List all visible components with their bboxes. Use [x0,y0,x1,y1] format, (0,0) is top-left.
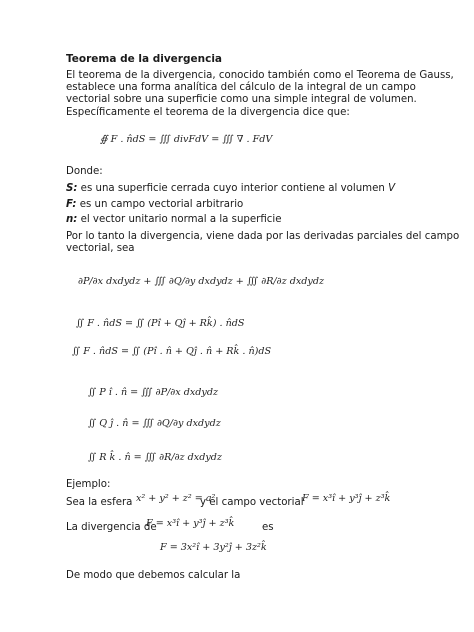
equation-r-component: ∬ R k̂ . n̂ = ∭ ∂R/∂z dxdydz [88,452,222,463]
campo-label: y el campo vectorial [200,497,304,508]
equation-p-component: ∬ P î . n̂ = ∭ ∂P/∂x dxdydz [88,387,219,398]
por-lo-tanto-line: Por lo tanto la divergencia, viene dada por las derivadas parciales del campo [66,231,460,242]
intro-line: El teorema de la divergencia, conocido también como el Teorema de Gauss, [66,70,454,81]
intro-paragraph [66,70,454,119]
intro-line: vectorial sobre una superficie como una simple integral de volumen. [66,94,417,106]
definition-symbol: F: [66,199,77,210]
definition-symbol: n: [66,214,78,225]
equation-main: ∯ F . n̂dS = ∭ divFdV = ∭ ∇ . FdV [100,134,273,145]
divergence-result: F = 3x²î + 3y²ĵ + 3z²k̂ [160,542,267,553]
sphere-equation: x² + y² + z² = a² [136,493,216,504]
conclusion-line: De modo que debemos calcular la [66,570,241,581]
definition-var: V [388,183,396,194]
ejemplo-label: Ejemplo: [66,479,111,490]
definition-text: es una superficie cerrada cuyo interior contiene al volumen [80,183,385,194]
field-equation: F = x³î + y³ĵ + z³k̂ [302,493,391,504]
definition-n [66,214,281,226]
sea-esfera-label: Sea la esfera [66,497,133,508]
divergencia-label: La divergencia de [66,522,157,533]
equation-flux-1: ∬ F . n̂dS = ∬ (Pî + Qĵ + Rk̂) . n̂dS [76,318,245,329]
intro-line: Específicamente el teorema de la divergencia dice que: [66,106,350,118]
equation-flux-2: ∬ F . n̂dS = ∬ (Pî . n̂ + Qĵ . n̂ + Rk̂ . n̂)dS [72,346,272,357]
equation-q-component: ∬ Q ĵ . n̂ = ∭ ∂Q/∂y dxdydz [88,418,221,429]
por-lo-tanto-line: vectorial, sea [66,243,135,254]
definition-text: el vector unitario normal a la superficie [80,214,282,225]
equation-sum: ∂P/∂x dxdydz + ∭ ∂Q/∂y dxdydz + ∭ ∂R/∂z dxdydz [78,276,325,287]
definition-text: es un campo vectorial arbitrario [79,199,244,210]
divergence-field: F = x³î + y³ĵ + z³k̂ [146,518,235,529]
donde-label: Donde: [66,166,103,177]
definition-s [66,183,395,195]
definition-symbol: S: [66,183,78,194]
definition-f [66,199,243,211]
doc-title: Teorema de la divergencia [66,53,222,65]
es-label: es [262,522,274,533]
intro-line: establece una forma analítica del cálculo de la integral de un campo [66,82,416,94]
